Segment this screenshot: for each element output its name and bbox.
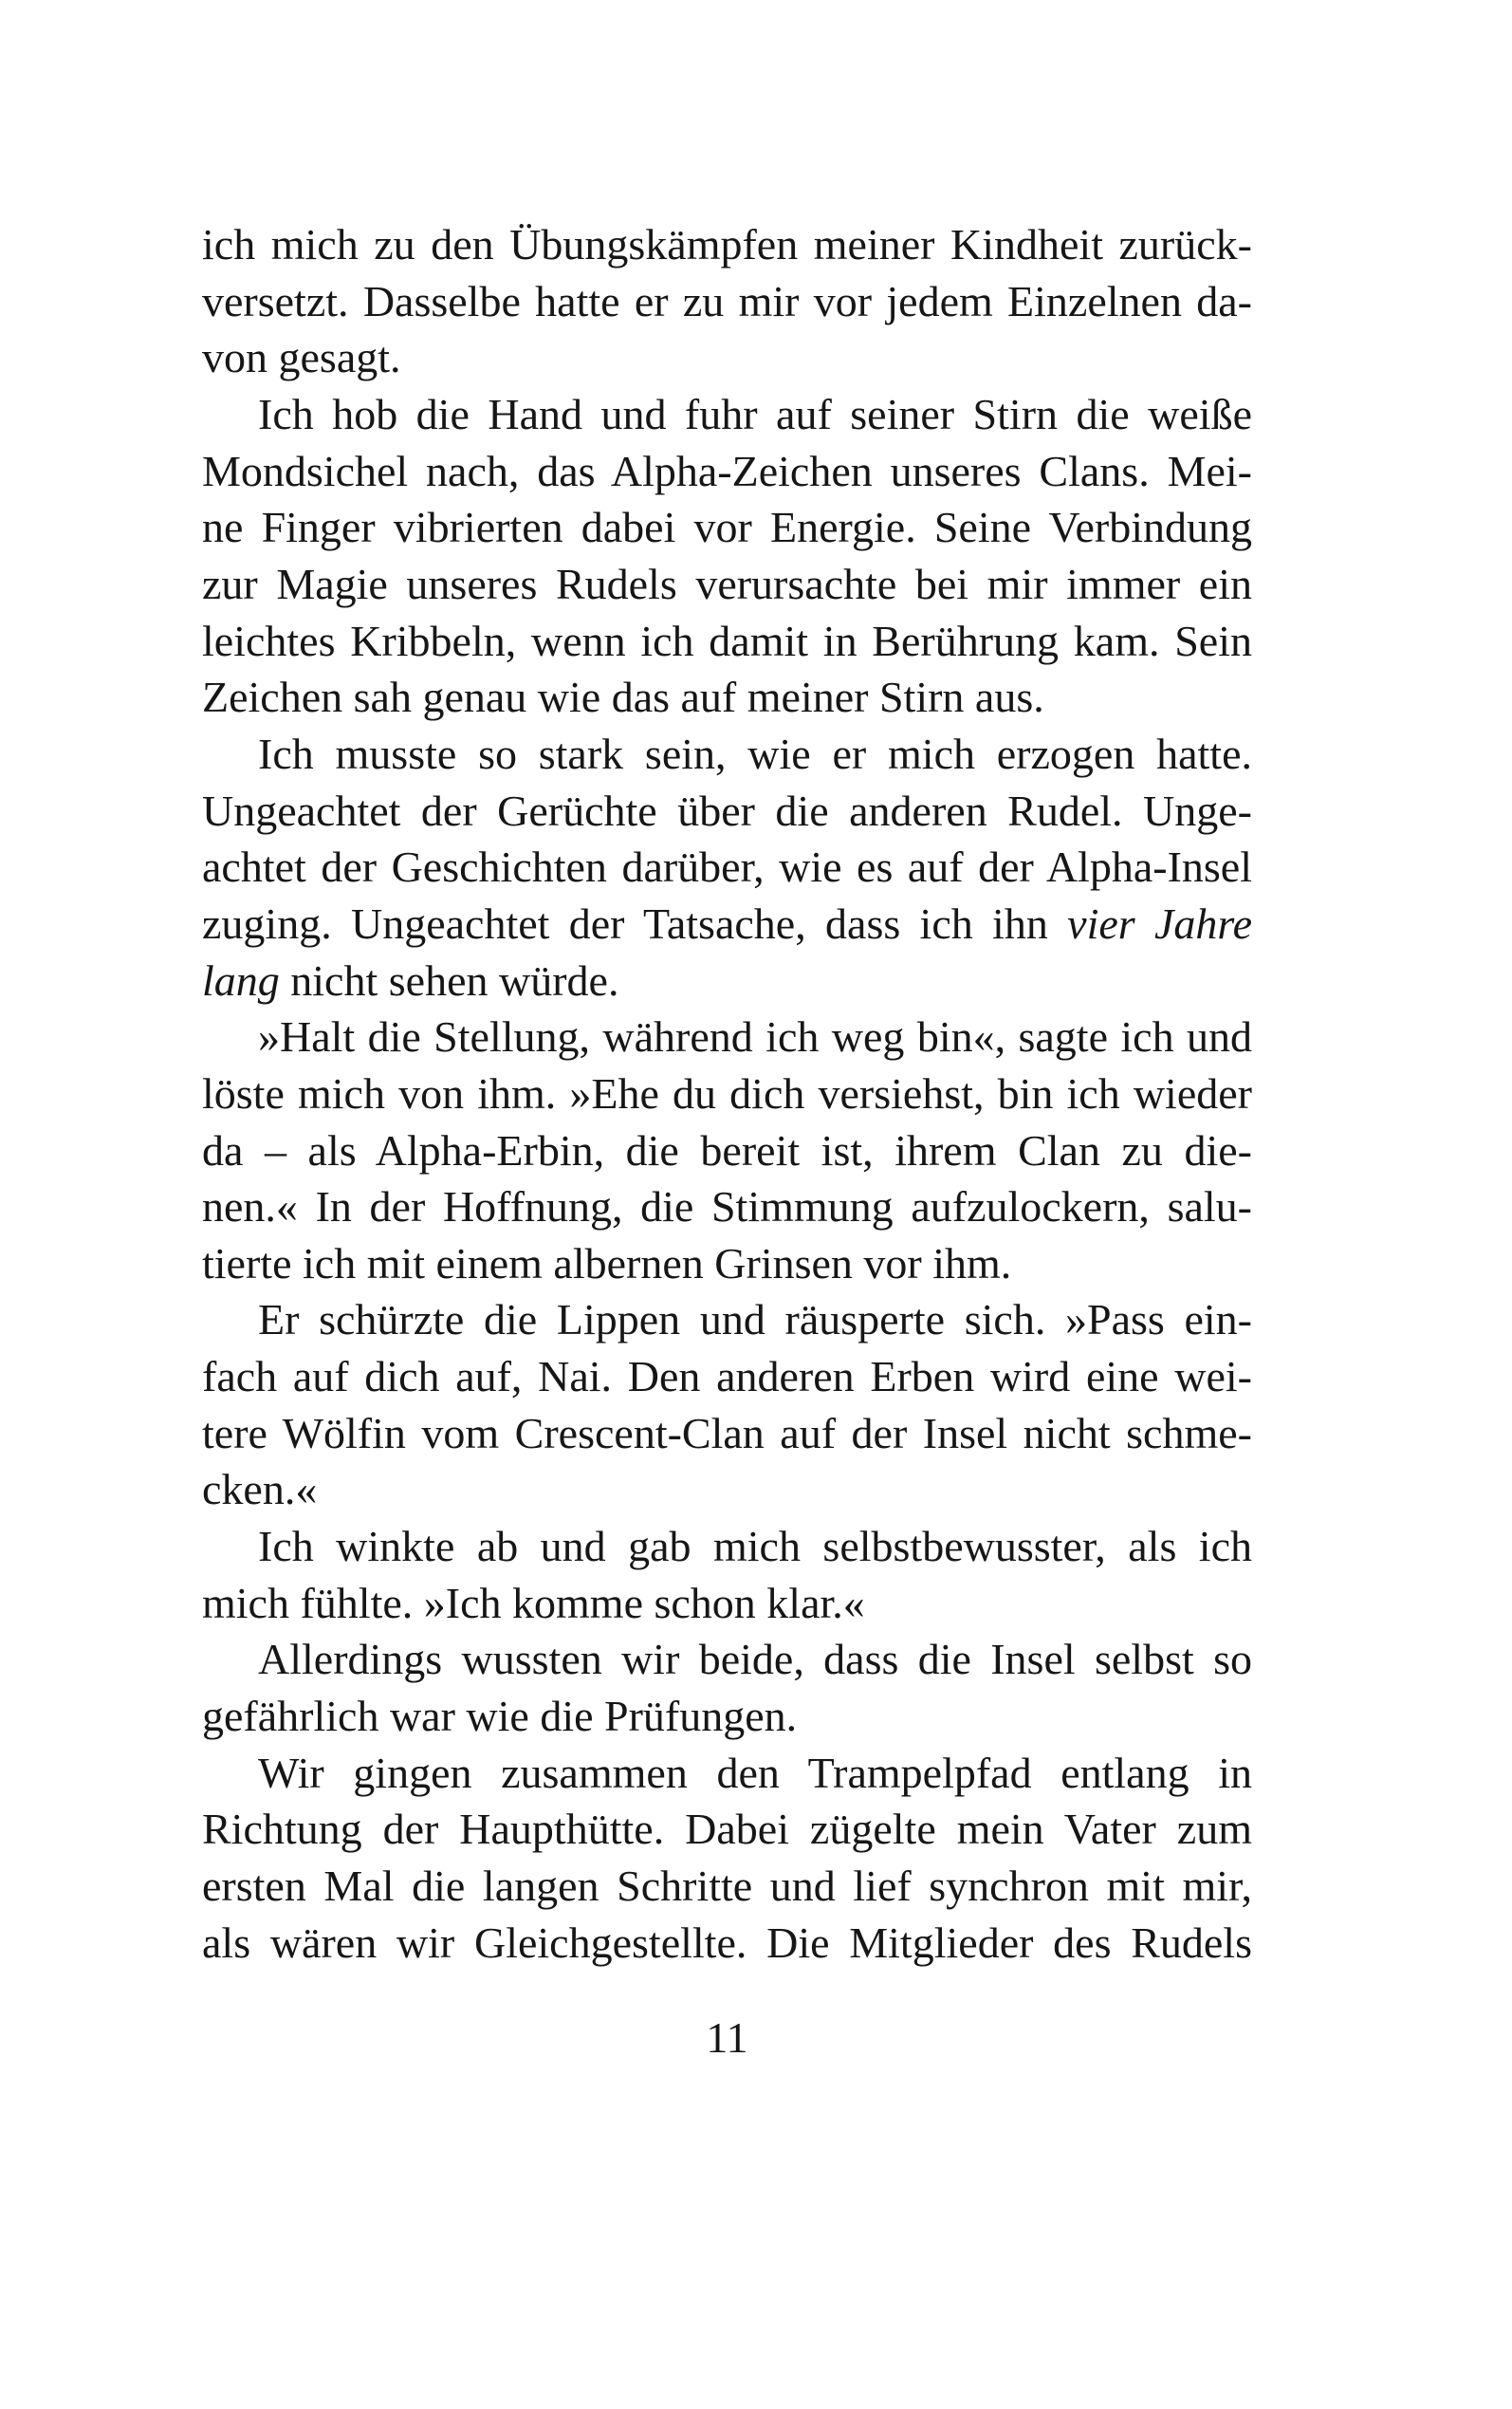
page-number: 11 bbox=[706, 2013, 748, 2062]
roman-text: zuging. Ungeachtet der Tatsache, dass ich ihn bbox=[202, 899, 1068, 948]
text-line: Er schürzte die Lippen und räusperte sich. »Pass ein- bbox=[258, 1295, 1252, 1344]
text-line: von gesagt. bbox=[202, 333, 401, 382]
paragraph bbox=[202, 726, 1252, 1009]
text-line: fach auf dich auf, Nai. Den anderen Erben wird eine wei- bbox=[202, 1352, 1252, 1401]
paragraph bbox=[202, 386, 1252, 726]
text-line bbox=[202, 896, 1252, 953]
text-line: ne Finger vibrierten dabei vor Energie. Seine Verbindung bbox=[202, 503, 1252, 552]
text-line: mich fühlte. »Ich komme schon klar.« bbox=[202, 1578, 865, 1627]
paragraph bbox=[202, 216, 1252, 386]
text-line: Wir gingen zusammen den Trampelpfad entlang in bbox=[258, 1748, 1252, 1797]
emphasis-text: vier Jahre bbox=[1067, 899, 1253, 948]
text-line: Ich musste so stark sein, wie er mich erzogen hatte. bbox=[258, 729, 1252, 778]
text-line: Ungeachtet der Gerüchte über die anderen Rudel. Unge- bbox=[202, 786, 1252, 835]
paragraph bbox=[202, 1009, 1252, 1291]
text-line: da – als Alpha-Erbin, die bereit ist, ihrem Clan zu die- bbox=[202, 1125, 1252, 1175]
text-line: »Halt die Stellung, während ich weg bin«, sagte ich und bbox=[258, 1012, 1252, 1062]
emphasis-text: lang bbox=[202, 955, 280, 1005]
text-line: leichtes Kribbeln, wenn ich damit in Berührung kam. Sein bbox=[202, 616, 1252, 665]
text-line: tere Wölfin vom Crescent-Clan auf der Insel nicht schme- bbox=[202, 1408, 1252, 1457]
text-line: Richtung der Haupthütte. Dabei zügelte mein Vater zum bbox=[202, 1805, 1252, 1854]
text-line: ersten Mal die langen Schritte und lief synchron mit mir, bbox=[202, 1862, 1252, 1911]
text-line: löste mich von ihm. »Ehe du dich versiehst, bin ich wieder bbox=[202, 1068, 1252, 1118]
paragraph bbox=[202, 1631, 1252, 1744]
paragraph bbox=[202, 1291, 1252, 1518]
text-line: ich mich zu den Übungskämpfen meiner Kindheit zurück- bbox=[202, 220, 1252, 269]
text-line: zur Magie unseres Rudels verursachte bei mir immer ein bbox=[202, 559, 1252, 608]
roman-text: nicht sehen würde. bbox=[279, 955, 619, 1005]
text-line: cken.« bbox=[202, 1465, 318, 1514]
text-line: achtet der Geschichten darüber, wie es auf der Alpha-Insel bbox=[202, 843, 1252, 892]
paragraph bbox=[202, 1745, 1252, 1972]
text-line: als wären wir Gleichgestellte. Die Mitglieder des Rudels bbox=[202, 1918, 1252, 1967]
text-line: nen.« In der Hoffnung, die Stimmung aufzulockern, salu- bbox=[202, 1182, 1252, 1232]
body-text bbox=[202, 216, 1252, 1971]
text-line: Allerdings wussten wir beide, dass die Insel selbst so bbox=[258, 1635, 1252, 1684]
text-line: gefährlich war wie die Prüfungen. bbox=[202, 1692, 798, 1741]
text-line: Zeichen sah genau wie das auf meiner Stirn aus. bbox=[202, 673, 1044, 722]
text-line: Ich winkte ab und gab mich selbstbewusster, als ich bbox=[258, 1522, 1252, 1571]
text-line: Mondsichel nach, das Alpha-Zeichen unseres Clans. Mei- bbox=[202, 446, 1252, 495]
paragraph bbox=[202, 1518, 1252, 1631]
text-line: versetzt. Dasselbe hatte er zu mir vor jedem Einzelnen da- bbox=[202, 276, 1252, 325]
text-line: tierte ich mit einem albernen Grinsen vor ihm. bbox=[202, 1238, 1012, 1288]
text-line: Ich hob die Hand und fuhr auf seiner Stirn die weiße bbox=[258, 389, 1252, 438]
text-line bbox=[202, 953, 1252, 1010]
